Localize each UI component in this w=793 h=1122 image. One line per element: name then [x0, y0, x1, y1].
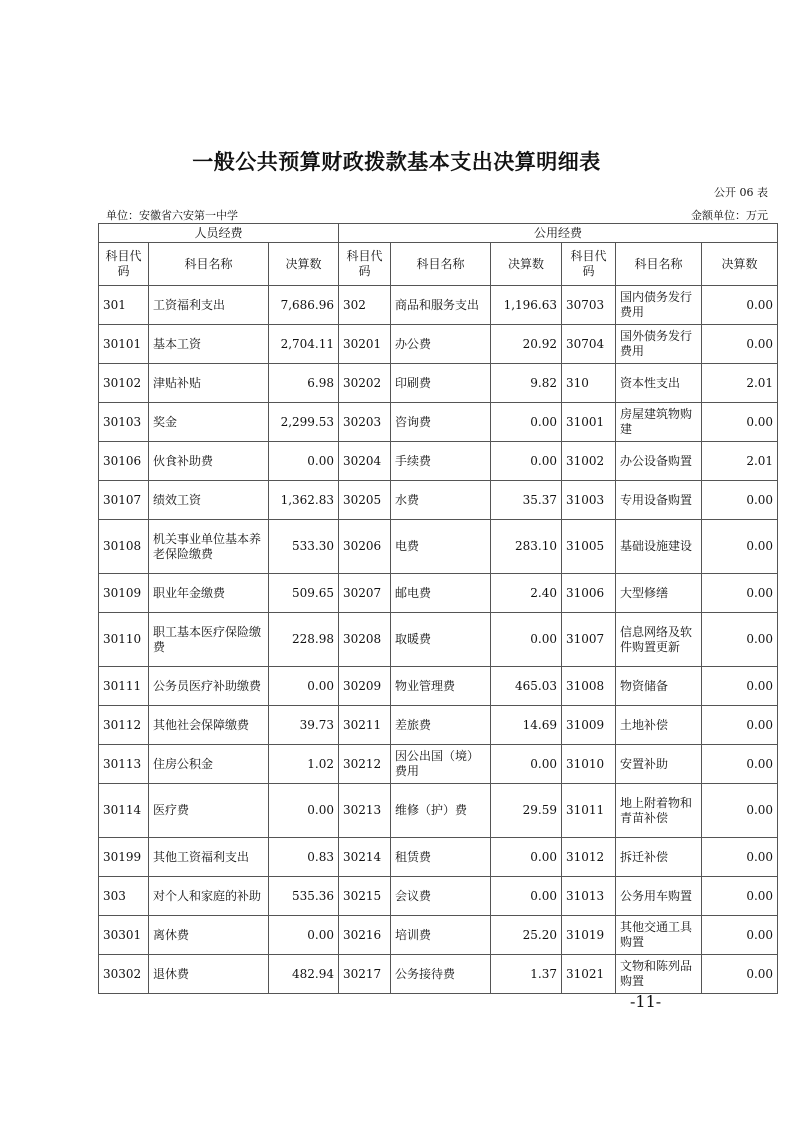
code-cell: 30302	[99, 955, 149, 994]
name-cell: 公务用车购置	[616, 877, 702, 916]
amount-cell: 535.36	[269, 877, 339, 916]
amount-cell: 533.30	[269, 520, 339, 574]
name-cell: 奖金	[149, 403, 269, 442]
code-cell: 30114	[99, 784, 149, 838]
name-cell: 拆迁补偿	[616, 838, 702, 877]
name-cell: 房屋建筑物购建	[616, 403, 702, 442]
name-cell: 印刷费	[391, 364, 491, 403]
code-cell: 30217	[339, 955, 391, 994]
name-cell: 公务接待费	[391, 955, 491, 994]
name-cell: 大型修缮	[616, 574, 702, 613]
amount-cell: 6.98	[269, 364, 339, 403]
code-cell: 30109	[99, 574, 149, 613]
name-cell: 安置补助	[616, 745, 702, 784]
name-cell: 培训费	[391, 916, 491, 955]
reporting-unit: 单位：安徽省六安第一中学	[106, 209, 238, 222]
name-cell: 差旅费	[391, 706, 491, 745]
expenditure-table	[98, 223, 778, 994]
name-cell: 基础设施建设	[616, 520, 702, 574]
code-cell: 30301	[99, 916, 149, 955]
table-row	[99, 706, 778, 745]
name-cell: 因公出国（境）费用	[391, 745, 491, 784]
code-cell: 30206	[339, 520, 391, 574]
header-name: 科目名称	[616, 243, 702, 286]
form-number: 公开 06 表	[714, 186, 768, 199]
amount-cell: 0.00	[491, 613, 562, 667]
name-cell: 办公设备购置	[616, 442, 702, 481]
code-cell: 30205	[339, 481, 391, 520]
group-public: 公用经费	[339, 224, 778, 243]
page-number: -11-	[630, 992, 662, 1011]
page-title: 一般公共预算财政拨款基本支出决算明细表	[192, 149, 601, 174]
code-cell: 31009	[562, 706, 616, 745]
amount-cell: 0.00	[269, 784, 339, 838]
amount-cell: 0.00	[702, 667, 778, 706]
table-row	[99, 955, 778, 994]
amount-cell: 228.98	[269, 613, 339, 667]
name-cell: 其他社会保障缴费	[149, 706, 269, 745]
code-cell: 30113	[99, 745, 149, 784]
code-cell: 31002	[562, 442, 616, 481]
amount-cell: 0.00	[702, 838, 778, 877]
code-cell: 30211	[339, 706, 391, 745]
header-name: 科目名称	[391, 243, 491, 286]
code-cell: 31013	[562, 877, 616, 916]
code-cell: 30209	[339, 667, 391, 706]
code-cell: 30215	[339, 877, 391, 916]
code-cell: 30106	[99, 442, 149, 481]
amount-cell: 14.69	[491, 706, 562, 745]
name-cell: 工资福利支出	[149, 286, 269, 325]
name-cell: 信息网络及软件购置更新	[616, 613, 702, 667]
amount-cell: 0.00	[702, 916, 778, 955]
name-cell: 咨询费	[391, 403, 491, 442]
name-cell: 津贴补贴	[149, 364, 269, 403]
code-cell: 31019	[562, 916, 616, 955]
name-cell: 伙食补助费	[149, 442, 269, 481]
table-row	[99, 916, 778, 955]
table-row	[99, 877, 778, 916]
amount-cell: 1.37	[491, 955, 562, 994]
amount-cell: 39.73	[269, 706, 339, 745]
code-cell: 30208	[339, 613, 391, 667]
amount-cell: 2.01	[702, 442, 778, 481]
name-cell: 职工基本医疗保险缴费	[149, 613, 269, 667]
name-cell: 机关事业单位基本养老保险缴费	[149, 520, 269, 574]
amount-cell: 0.00	[702, 574, 778, 613]
name-cell: 会议费	[391, 877, 491, 916]
code-cell: 30212	[339, 745, 391, 784]
name-cell: 水费	[391, 481, 491, 520]
amount-cell: 0.00	[702, 706, 778, 745]
amount-cell: 7,686.96	[269, 286, 339, 325]
name-cell: 取暖费	[391, 613, 491, 667]
code-cell: 31007	[562, 613, 616, 667]
name-cell: 电费	[391, 520, 491, 574]
name-cell: 地上附着物和青苗补偿	[616, 784, 702, 838]
amount-cell: 2,704.11	[269, 325, 339, 364]
code-cell: 30103	[99, 403, 149, 442]
name-cell: 土地补偿	[616, 706, 702, 745]
amount-cell: 2,299.53	[269, 403, 339, 442]
name-cell: 医疗费	[149, 784, 269, 838]
code-cell: 31003	[562, 481, 616, 520]
amount-cell: 0.00	[491, 877, 562, 916]
amount-cell: 1,362.83	[269, 481, 339, 520]
code-cell: 30703	[562, 286, 616, 325]
name-cell: 绩效工资	[149, 481, 269, 520]
code-cell: 30111	[99, 667, 149, 706]
table-row	[99, 667, 778, 706]
name-cell: 物业管理费	[391, 667, 491, 706]
header-amount: 决算数	[491, 243, 562, 286]
amount-cell: 0.00	[702, 403, 778, 442]
table-row	[99, 784, 778, 838]
name-cell: 手续费	[391, 442, 491, 481]
name-cell: 其他工资福利支出	[149, 838, 269, 877]
name-cell: 公务员医疗补助缴费	[149, 667, 269, 706]
name-cell: 离休费	[149, 916, 269, 955]
name-cell: 文物和陈列品购置	[616, 955, 702, 994]
code-cell: 302	[339, 286, 391, 325]
code-cell: 30207	[339, 574, 391, 613]
code-cell: 303	[99, 877, 149, 916]
name-cell: 物资储备	[616, 667, 702, 706]
header-code: 科目代码	[99, 243, 149, 286]
code-cell: 31021	[562, 955, 616, 994]
table-row	[99, 481, 778, 520]
name-cell: 专用设备购置	[616, 481, 702, 520]
amount-cell: 0.00	[491, 442, 562, 481]
code-cell: 30199	[99, 838, 149, 877]
code-cell: 31011	[562, 784, 616, 838]
code-cell: 30704	[562, 325, 616, 364]
amount-cell: 0.00	[702, 613, 778, 667]
amount-cell: 0.00	[702, 520, 778, 574]
amount-cell: 0.00	[702, 325, 778, 364]
amount-cell: 0.00	[269, 442, 339, 481]
code-cell: 30110	[99, 613, 149, 667]
code-cell: 30214	[339, 838, 391, 877]
header-code: 科目代码	[339, 243, 391, 286]
table-row	[99, 325, 778, 364]
name-cell: 维修（护）费	[391, 784, 491, 838]
amount-cell: 0.00	[702, 784, 778, 838]
code-cell: 30216	[339, 916, 391, 955]
header-name: 科目名称	[149, 243, 269, 286]
amount-cell: 482.94	[269, 955, 339, 994]
code-cell: 30203	[339, 403, 391, 442]
code-cell: 30108	[99, 520, 149, 574]
table-row	[99, 364, 778, 403]
amount-cell: 0.00	[702, 955, 778, 994]
amount-cell: 9.82	[491, 364, 562, 403]
amount-cell: 0.00	[702, 481, 778, 520]
amount-cell: 1.02	[269, 745, 339, 784]
header-amount: 决算数	[702, 243, 778, 286]
amount-cell: 0.00	[491, 745, 562, 784]
amount-cell: 25.20	[491, 916, 562, 955]
amount-cell: 0.00	[269, 667, 339, 706]
amount-unit: 金额单位：万元	[691, 209, 768, 222]
group-header-row	[99, 224, 778, 243]
column-header-row	[99, 243, 778, 286]
amount-cell: 20.92	[491, 325, 562, 364]
name-cell: 其他交通工具购置	[616, 916, 702, 955]
code-cell: 310	[562, 364, 616, 403]
code-cell: 30102	[99, 364, 149, 403]
code-cell: 30204	[339, 442, 391, 481]
name-cell: 退休费	[149, 955, 269, 994]
code-cell: 31001	[562, 403, 616, 442]
table-row	[99, 442, 778, 481]
amount-cell: 465.03	[491, 667, 562, 706]
header-amount: 决算数	[269, 243, 339, 286]
amount-cell: 509.65	[269, 574, 339, 613]
amount-cell: 29.59	[491, 784, 562, 838]
code-cell: 31008	[562, 667, 616, 706]
name-cell: 对个人和家庭的补助	[149, 877, 269, 916]
amount-cell: 0.00	[702, 286, 778, 325]
amount-cell: 1,196.63	[491, 286, 562, 325]
code-cell: 30101	[99, 325, 149, 364]
amount-cell: 283.10	[491, 520, 562, 574]
name-cell: 商品和服务支出	[391, 286, 491, 325]
table-row	[99, 613, 778, 667]
code-cell: 30202	[339, 364, 391, 403]
code-cell: 30112	[99, 706, 149, 745]
code-cell: 30201	[339, 325, 391, 364]
amount-cell: 0.00	[269, 916, 339, 955]
name-cell: 住房公积金	[149, 745, 269, 784]
amount-cell: 35.37	[491, 481, 562, 520]
table-row	[99, 286, 778, 325]
name-cell: 租赁费	[391, 838, 491, 877]
code-cell: 31006	[562, 574, 616, 613]
code-cell: 301	[99, 286, 149, 325]
table-row	[99, 520, 778, 574]
header-code: 科目代码	[562, 243, 616, 286]
amount-cell: 2.01	[702, 364, 778, 403]
name-cell: 资本性支出	[616, 364, 702, 403]
table-row	[99, 574, 778, 613]
name-cell: 国外债务发行费用	[616, 325, 702, 364]
code-cell: 31012	[562, 838, 616, 877]
amount-cell: 0.00	[702, 745, 778, 784]
name-cell: 办公费	[391, 325, 491, 364]
amount-cell: 0.00	[491, 838, 562, 877]
table-row	[99, 838, 778, 877]
code-cell: 31005	[562, 520, 616, 574]
amount-cell: 0.00	[491, 403, 562, 442]
amount-cell: 0.00	[702, 877, 778, 916]
name-cell: 邮电费	[391, 574, 491, 613]
amount-cell: 2.40	[491, 574, 562, 613]
code-cell: 30107	[99, 481, 149, 520]
code-cell: 31010	[562, 745, 616, 784]
code-cell: 30213	[339, 784, 391, 838]
name-cell: 基本工资	[149, 325, 269, 364]
name-cell: 国内债务发行费用	[616, 286, 702, 325]
amount-cell: 0.83	[269, 838, 339, 877]
table-row	[99, 745, 778, 784]
name-cell: 职业年金缴费	[149, 574, 269, 613]
table-row	[99, 403, 778, 442]
group-personnel: 人员经费	[99, 224, 339, 243]
